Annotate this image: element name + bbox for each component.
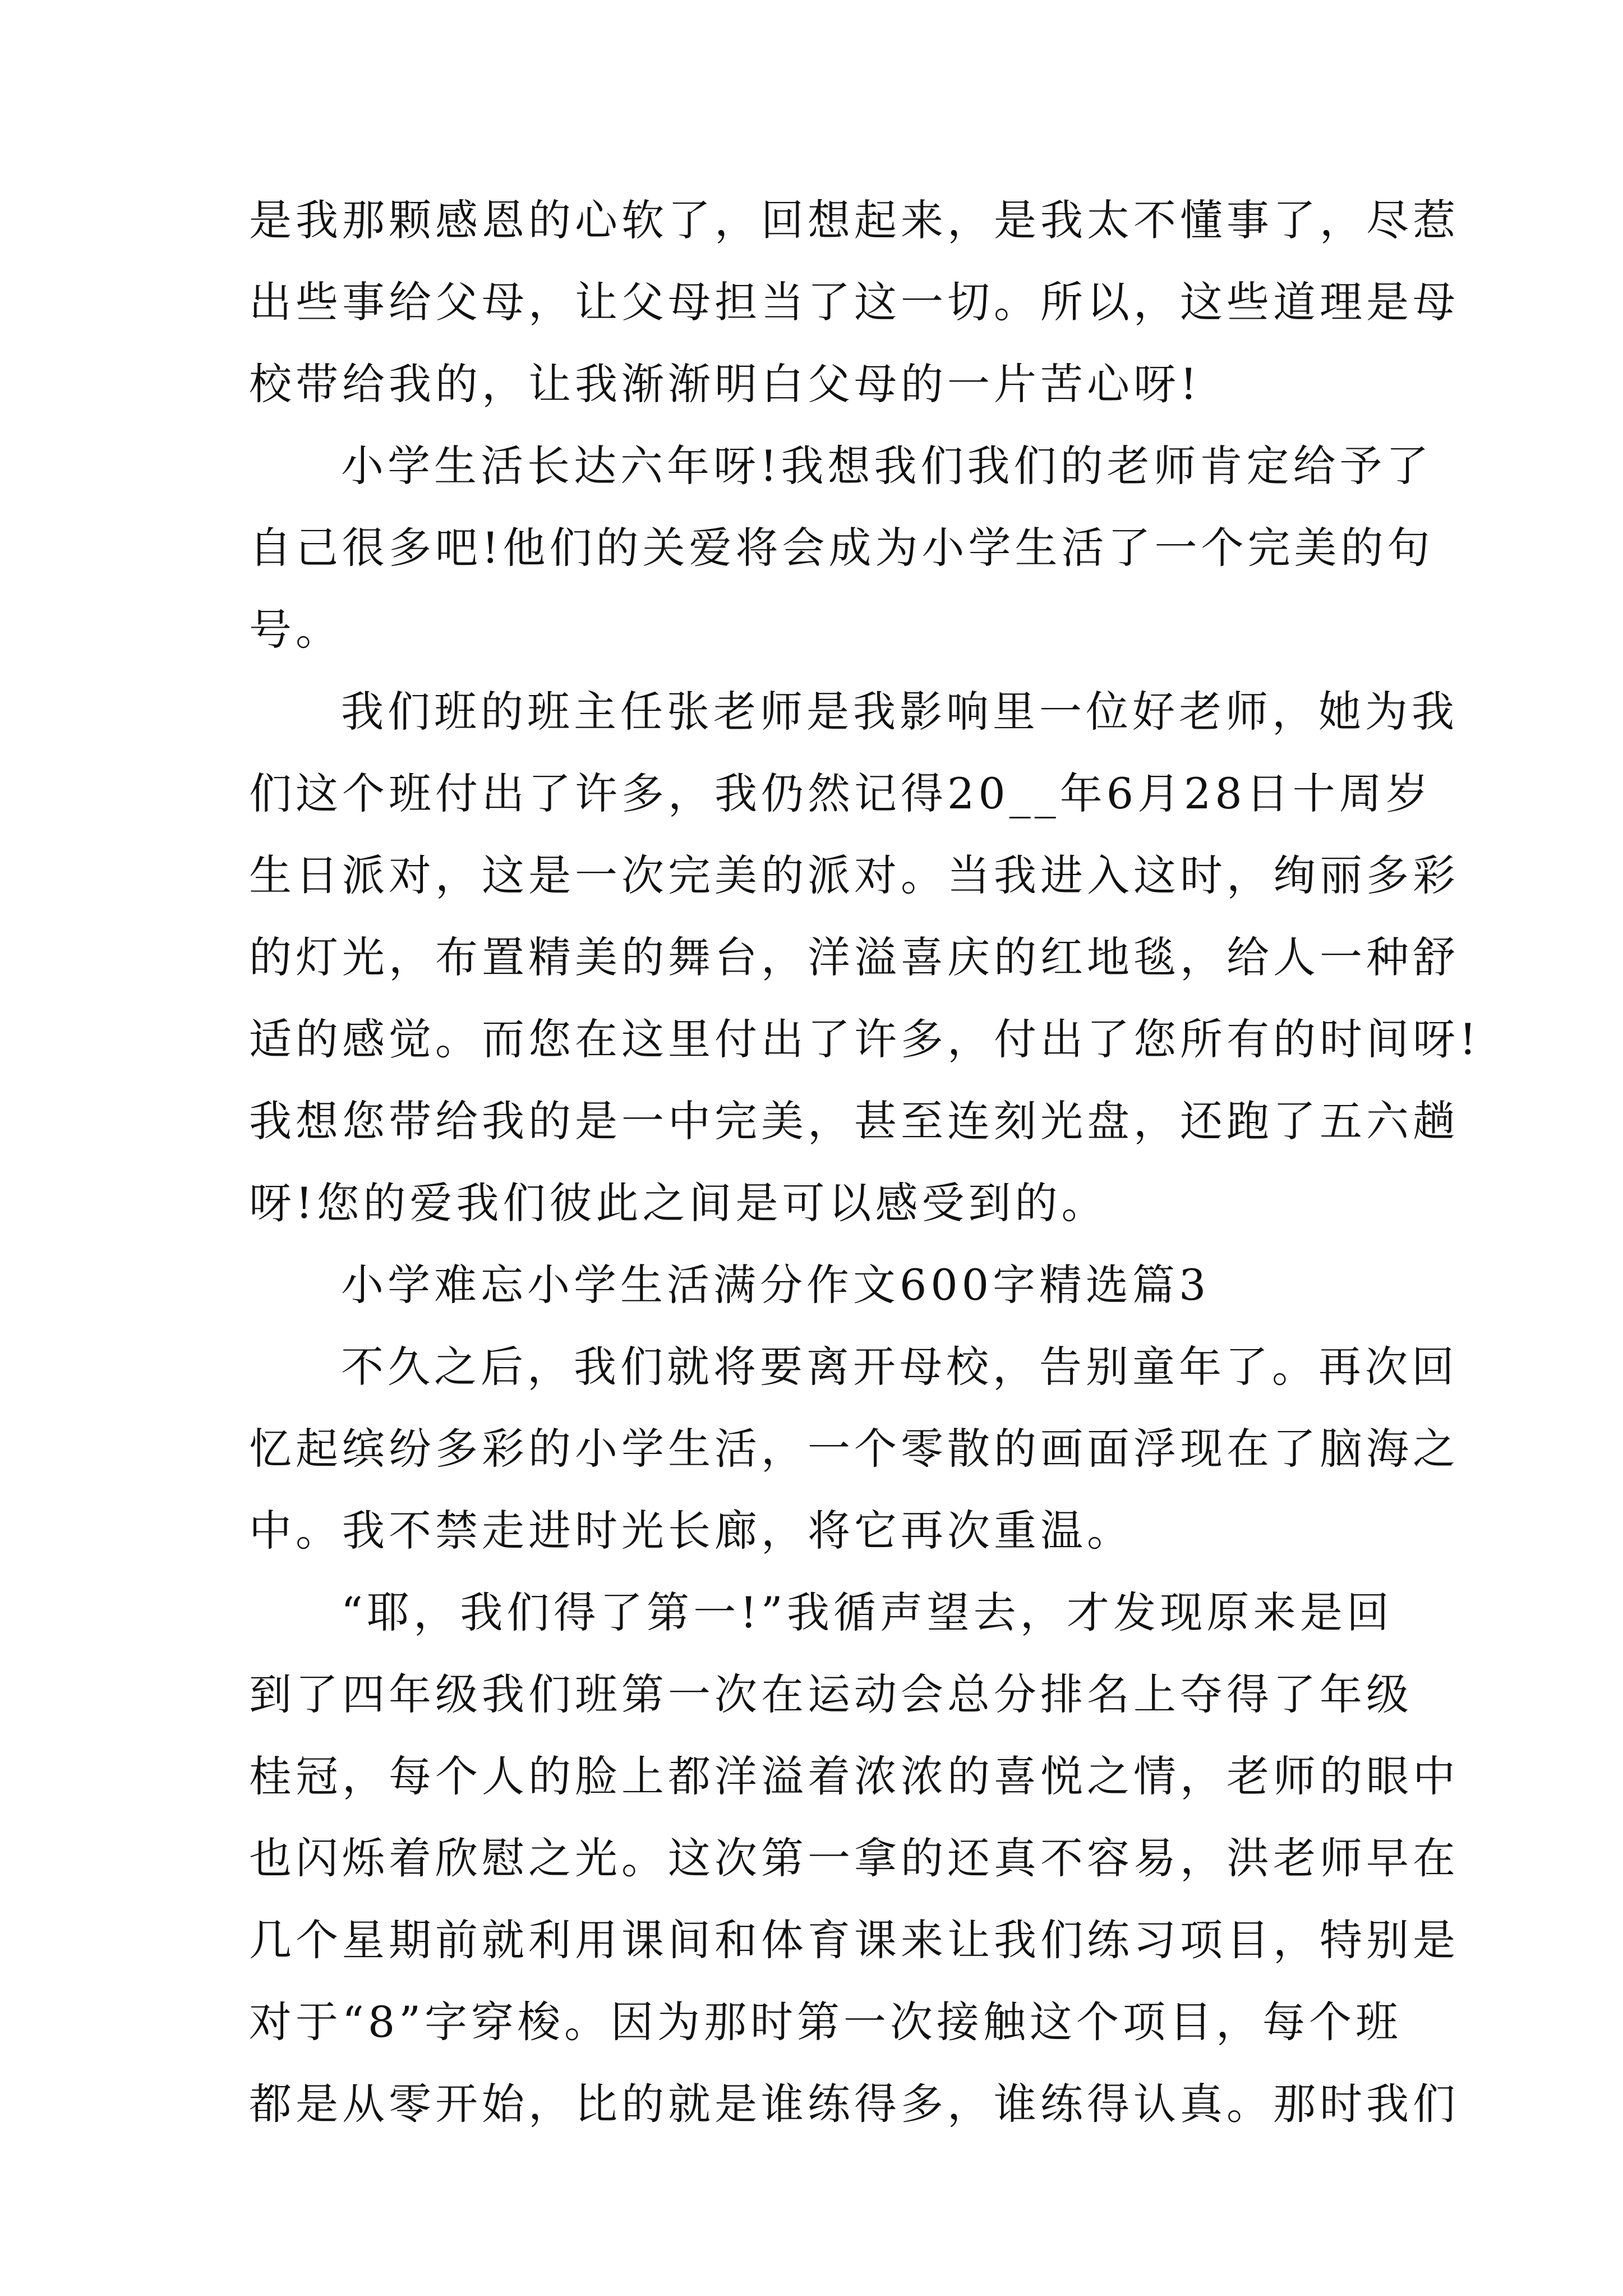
text-line: 我们班的班主任张老师是我影响里一位好老师，她为我 — [341, 687, 1458, 737]
document-body — [249, 180, 1481, 2145]
text-line: 呀!您的爱我们彼此之间是可以感受到的。 — [249, 1178, 1108, 1228]
text-line: 生日派对，这是一次完美的派对。当我进入这时，绚丽多彩 — [249, 850, 1459, 900]
text-line: 自己很多吧!他们的关爱将会成为小学生活了一个完美的句 — [249, 523, 1434, 573]
text-line: 我想您带给我的是一中完美，甚至连刻光盘，还跑了五六趟 — [249, 1096, 1459, 1146]
text-line: 到了四年级我们班第一次在运动会总分排名上夺得了年级 — [249, 1669, 1413, 1719]
text-line: 校带给我的，让我渐渐明白父母的一片苦心呀! — [249, 359, 1201, 409]
text-line: 中。我不禁走进时光长廊，将它再次重温。 — [249, 1506, 1133, 1556]
text-line: 们这个班付出了许多，我仍然记得20__年6月28日十周岁 — [249, 769, 1432, 818]
section-heading: 小学难忘小学生活满分作文600字精选篇3 — [341, 1260, 1210, 1310]
text-line: 适的感觉。而您在这里付出了许多，付出了您所有的时间呀! — [249, 1014, 1481, 1064]
text-line: 的灯光，布置精美的舞台，洋溢喜庆的红地毯，给人一种舒 — [249, 932, 1459, 982]
text-line: 不久之后，我们就将要离开母校，告别童年了。再次回 — [341, 1342, 1458, 1392]
text-line: 号。 — [249, 605, 342, 655]
text-line: 也闪烁着欣慰之光。这次第一拿的还真不容易，洪老师早在 — [249, 1833, 1459, 1883]
text-line: 对于“8”字穿梭。因为那时第一次接触这个项目，每个班 — [249, 1997, 1403, 2047]
text-line: 出些事给父母，让父母担当了这一切。所以，这些道理是母 — [249, 277, 1459, 327]
text-line: 小学生活长达六年呀!我想我们我们的老师肯定给予了 — [341, 441, 1433, 491]
text-line: 是我那颗感恩的心软了，回想起来，是我太不懂事了，尽惹 — [249, 195, 1459, 245]
text-line: 忆起缤纷多彩的小学生活，一个零散的画面浮现在了脑海之 — [249, 1424, 1459, 1474]
text-line: 桂冠，每个人的脸上都洋溢着浓浓的喜悦之情，老师的眼中 — [249, 1751, 1459, 1801]
text-line: 都是从零开始，比的就是谁练得多，谁练得认真。那时我们 — [249, 2079, 1459, 2129]
text-line: “耶，我们得了第一!”我循声望去，才发现原来是回 — [341, 1588, 1393, 1637]
text-line: 几个星期前就利用课间和体育课来让我们练习项目，特别是 — [249, 1915, 1459, 1965]
